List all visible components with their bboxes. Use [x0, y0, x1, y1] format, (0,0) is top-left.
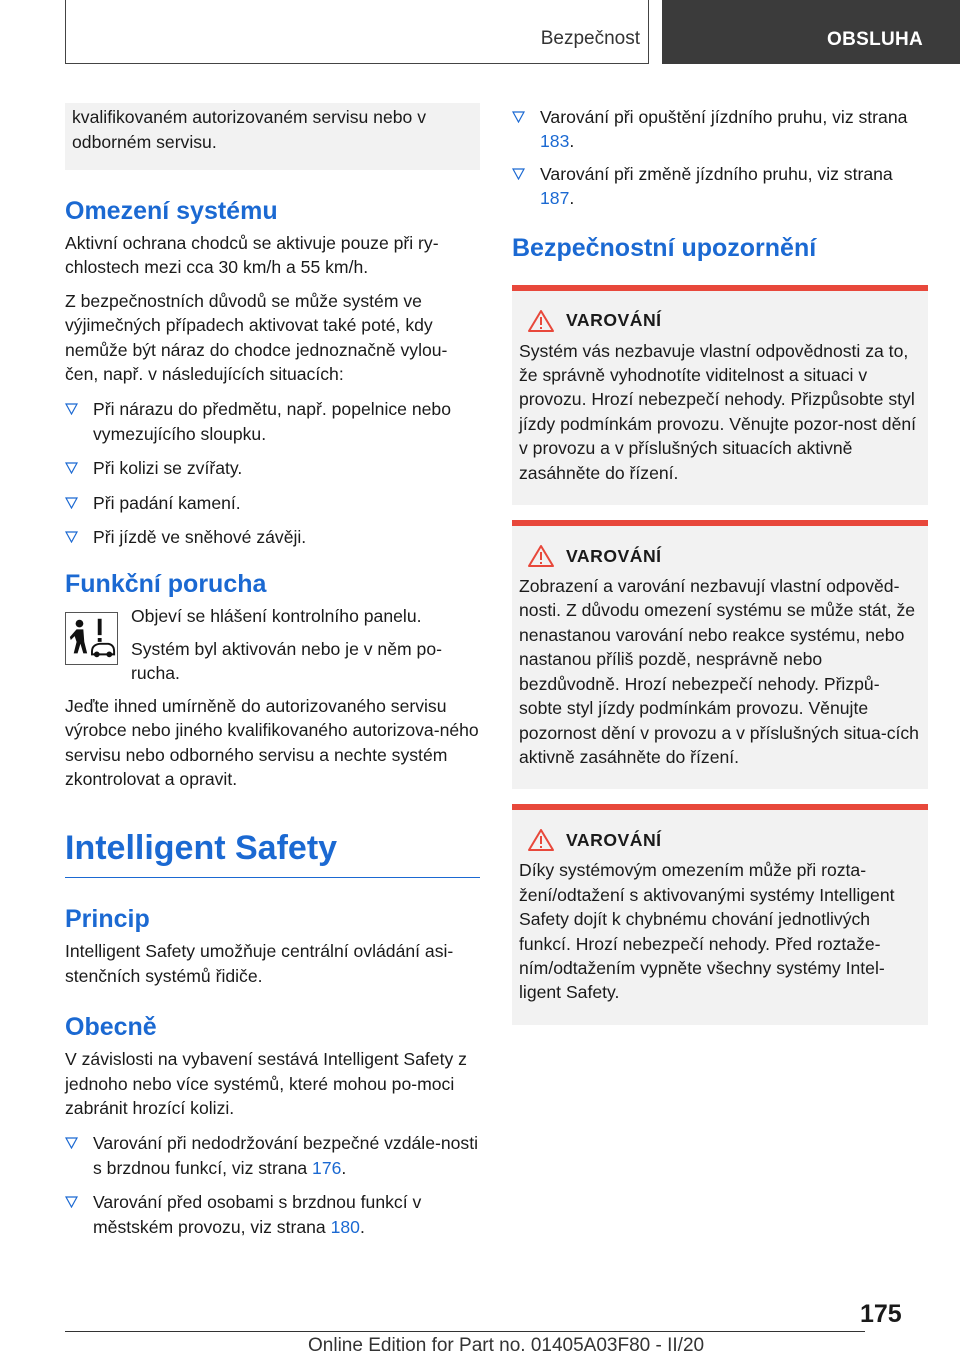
intelligent-safety-systems-list — [65, 1131, 480, 1239]
warning-box — [512, 520, 928, 789]
triangle-bullet-icon — [512, 168, 525, 180]
list-item-text: Při jízdě ve sněhové závěji. — [93, 527, 307, 548]
list-item — [512, 162, 928, 211]
safety-notes-heading: Bezpečnostní upozornění — [512, 233, 817, 262]
list-item — [65, 1190, 480, 1239]
list-item-text: Při padání kamení. — [93, 492, 241, 513]
warning-box — [512, 804, 928, 1024]
warning-text: Díky systémovým omezením může při rozta-žení/odtažení s aktivovanými systémy Intelligent Safety dojít k chybnému chování jednotlivých funkcí. Hrozí nebezpečí nehody. Před roztaže-ním/odtažením vypněte všechny systémy Intel-ligent Safety. — [519, 860, 895, 1003]
warning-header — [519, 308, 920, 334]
pedestrian-warning-icon — [65, 612, 118, 665]
triangle-bullet-icon — [65, 462, 78, 474]
warning-header — [519, 827, 920, 853]
malfunction-para-2: Systém byl aktivován nebo je v něm po-rucha. — [131, 638, 442, 684]
page-link[interactable]: 187 — [540, 188, 570, 209]
list-item-end: . — [341, 1157, 347, 1178]
lane-systems-list — [512, 105, 928, 211]
list-item — [512, 105, 928, 154]
page-number: 175 — [860, 1300, 902, 1328]
warning-box — [512, 285, 928, 505]
intelligent-safety-title: Intelligent Safety — [65, 827, 480, 878]
left-column — [65, 103, 480, 1252]
general-text: V závislosti na vybavení sestává Intelligent Safety z jednoho nebo více systémů, které mohou po-moci zabránit hrozící kolizi. — [65, 1049, 467, 1118]
intro-note-box — [65, 103, 480, 170]
page-link[interactable]: 180 — [330, 1216, 360, 1237]
header-section-title: Bezpečnost — [540, 28, 640, 49]
system-limits-para-2: Z bezpečnostních důvodů se může systém ve výjimečných případech aktivovat také poté, kdy nemůže být náraz do chodce jednoznačně vylou-čen, např. v následujících situacích: — [65, 290, 448, 385]
list-item-text: Při nárazu do předmětu, např. popelnice nebo vymezujícího sloupku. — [93, 399, 451, 444]
list-item-text: Při kolizi se zvířaty. — [93, 458, 243, 479]
warning-text: Zobrazení a varování nezbavují vlastní odpověd-nosti. Z důvodu omezení systému se může stát, že nenastanou varování nebo reakce systému, nebo nastanou příliš pozdě, nesprávně nebo bezdůvodně. Hrozí nebezpečí nehody. Přizpů-sobte styl jízdy podmínkám provozu. Věnujte pozornost dění v provozu a v příslušných situa-cích aktivně zasáhněte do řízení. — [519, 576, 919, 767]
warning-text: Systém vás nezbavuje vlastní odpovědnosti za to, že správně vyhodnotíte viditelnost a situaci v provozu. Hrozí nebezpečí nehody. Přizpůsobte styl jízdy podmínkám provozu. Věnujte pozor-nost dění v provozu a v příslušných situacích aktivně zasáhněte do řízení. — [519, 340, 917, 483]
malfunction-text — [131, 604, 480, 685]
principle-text: Intelligent Safety umožňuje centrální ovládání asi-stenčních systémů řidiče. — [65, 941, 454, 986]
list-item — [65, 456, 480, 480]
general-heading: Obecně — [65, 1013, 157, 1042]
warning-title: VAROVÁNÍ — [566, 310, 662, 331]
triangle-bullet-icon — [65, 403, 78, 415]
list-item — [65, 397, 480, 446]
footer-divider — [65, 1331, 865, 1332]
right-column — [512, 103, 928, 1040]
warning-title: VAROVÁNÍ — [566, 545, 662, 566]
warning-triangle-icon — [527, 828, 555, 852]
list-item-text: Varování při nedodržování bezpečné vzdále-nosti s brzdnou funkcí, viz strana — [93, 1133, 479, 1178]
system-limits-list — [65, 397, 480, 549]
list-item-end: . — [569, 131, 575, 152]
warning-triangle-icon — [527, 309, 555, 333]
triangle-bullet-icon — [65, 1137, 78, 1149]
list-item-end: . — [359, 1216, 365, 1237]
list-item-text: Varování při změně jízdního pruhu, viz strana — [540, 163, 893, 184]
warning-header — [519, 543, 920, 569]
system-limits-para-1: Aktivní ochrana chodců se aktivuje pouze při ry-chlostech mezi cca 30 km/h a 55 km/h. — [65, 233, 439, 278]
triangle-bullet-icon — [65, 1196, 78, 1208]
list-item-end: . — [569, 188, 575, 209]
malfunction-block — [65, 604, 480, 685]
principle-heading: Princip — [65, 905, 150, 934]
triangle-bullet-icon — [512, 111, 525, 123]
chapter-tab[interactable] — [662, 0, 960, 64]
triangle-bullet-icon — [65, 531, 78, 543]
list-item — [65, 1131, 480, 1180]
intro-note-text: kvalifikovaném autorizovaném servisu nebo v odborném servisu. — [72, 107, 426, 152]
malfunction-heading: Funkční porucha — [65, 570, 267, 599]
warning-title: VAROVÁNÍ — [566, 829, 662, 850]
triangle-bullet-icon — [65, 497, 78, 509]
malfunction-para-1: Objeví se hlášení kontrolního panelu. — [131, 606, 422, 627]
list-item — [65, 525, 480, 549]
page-link[interactable]: 183 — [540, 131, 570, 152]
malfunction-para-3: Jeďte ihned umírněně do autorizovaného servisu výrobce nebo jiného kvalifikovaného autorizova-ného servisu nebo odborného servisu a nechte systém zkontrolovat a opravit. — [65, 695, 479, 789]
list-item-text: Varování před osobami s brzdnou funkcí v městském provozu, viz strana — [93, 1192, 422, 1237]
list-item-text: Varování při opuštění jízdního pruhu, viz strana — [540, 107, 908, 127]
list-item — [65, 491, 480, 515]
system-limits-heading: Omezení systému — [65, 197, 278, 225]
chapter-tab-label: OBSLUHA — [827, 29, 924, 50]
warning-triangle-icon — [527, 544, 555, 568]
footer-edition: Online Edition for Part no. 01405A03F80 - II/20 — [308, 1335, 705, 1356]
page-link[interactable]: 176 — [312, 1157, 342, 1178]
